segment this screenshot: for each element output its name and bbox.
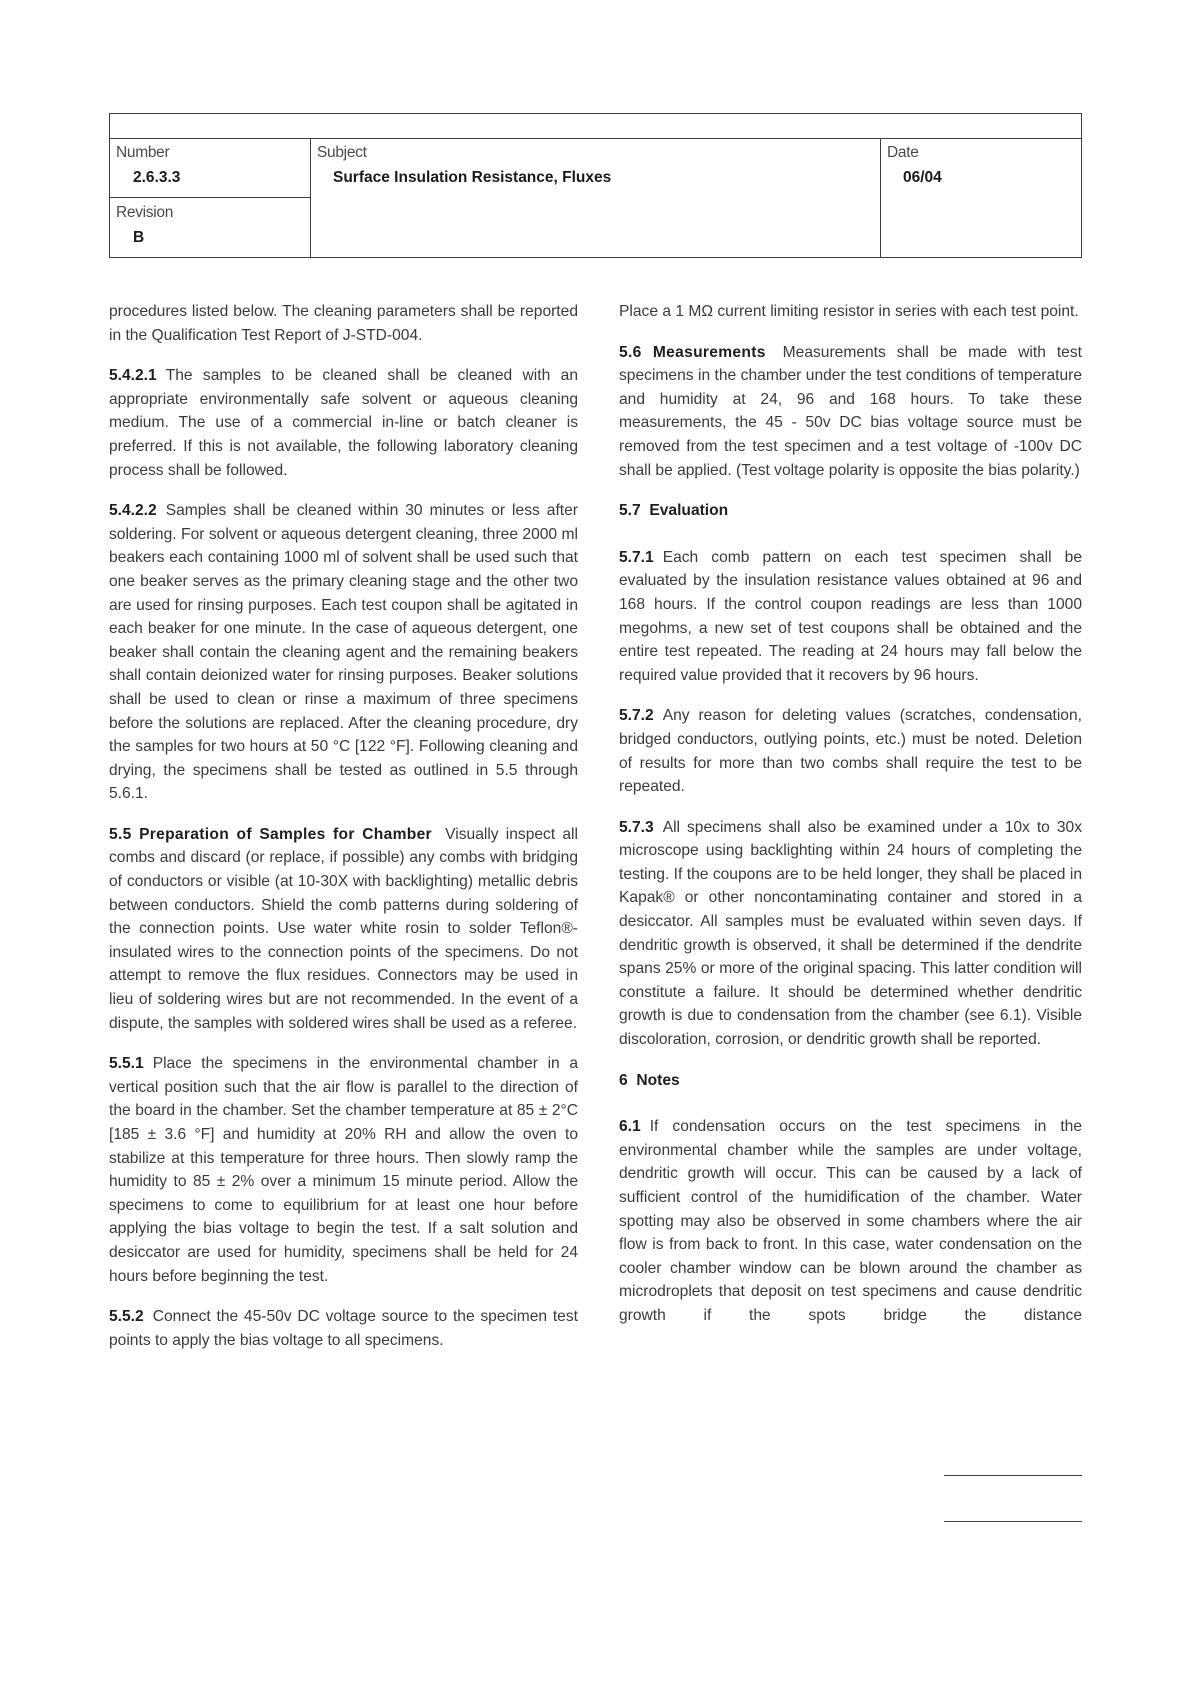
left-column bbox=[109, 300, 578, 1369]
footnote-rule-2 bbox=[944, 1521, 1082, 1522]
paragraph-5-5: 5.5 Preparation of Samples for Chamber Visually inspect all combs and discard (or replace, if possible) any combs with bridging of conductors or visible (at 10-30X with backlighting) metallic debris between conductors. Shield the comb patterns during soldering of the connection points. Use water white rosin to solder Teflon®-insulated wires to the connection points of the specimens. Do not attempt to remove the flux residues. Connectors may be used in lieu of soldering wires but are not recommended. In the event of a dispute, the samples with soldered wires shall be used as a referee. bbox=[109, 825, 578, 1032]
revision-label: Revision bbox=[116, 204, 174, 221]
paragraph-5-4-2-1: 5.4.2.1 The samples to be cleaned shall be cleaned with an appropriate environmentally safe solvent or aqueous cleaning medium. The use of a commercial in-line or batch cleaner is preferred. If this is not available, the following laboratory cleaning process shall be followed. bbox=[109, 367, 578, 479]
heading-5-7-evaluation: 5.7 Evaluation bbox=[619, 502, 729, 520]
paragraph-5-7-3: 5.7.3 All specimens shall also be examined under a 10x to 30x microscope using backlighting within 24 hours of completing the testing. If the coupons are to be held longer, they shall be placed in Kapak® or other noncontaminating container and stored in a desiccator. All samples must be evaluated within seven days. If dendritic growth is observed, it shall be determined if the dendrite spans 25% or more of the original spacing. This latter condition will constitute a failure. It should be determined whether dendritic growth is due to condensation from the chamber (see 6.1). Visible discoloration, corrosion, or dendritic growth shall be reported. bbox=[619, 818, 1082, 1049]
section-heading: 5.5 Preparation of Samples for Chamber bbox=[109, 825, 432, 843]
paragraph-continuation: procedures listed below. The cleaning parameters shall be reported in the Qualification Test Report of J-STD-004. bbox=[109, 303, 578, 344]
paragraph-5-5-1: 5.5.1 Place the specimens in the environmental chamber in a vertical position such that the air flow is parallel to the direction of the board in the chamber. Set the chamber temperature at 85 ± 2°C [185 ± 3.6 °F] and humidity at 20% RH and allow the oven to stabilize at this temperature for three hours. Then slowly ramp the humidity to 85 ± 2% over a minimum 15 minute period. Allow the specimens to come to equilibrium for at least one hour before applying the bias voltage to begin the test. If a salt solution and desiccator are used for humidity, specimens shall be held for 24 hours before beginning the test. bbox=[109, 1055, 578, 1285]
paragraph-5-6: 5.6 Measurements Measurements shall be made with test specimens in the chamber under the test conditions of temperature and humidity at 24, 96 and 168 hours. To take these measurements, the 45 - 50v DC bias voltage source must be removed from the test specimen and a test voltage of -100v DC shall be applied. (Test voltage polarity is opposite the bias polarity.) bbox=[619, 343, 1082, 479]
paragraph-6-1: 6.1 If condensation occurs on the test specimens in the environmental chamber while the samples are under voltage, dendritic growth will occur. This can be caused by a lack of sufficient control of the humidification of the chamber. Water spotting may also be observed in some chambers where the air flow is from back to front. In this case, water condensation on the cooler chamber window can be blown around the chamber as microdroplets that deposit on test specimens and cause dendritic growth if the spots bridge the distance bbox=[619, 1118, 1082, 1324]
document-header-table bbox=[109, 113, 1082, 258]
subject-cell bbox=[311, 138, 881, 257]
section-number: 5.5.1 bbox=[109, 1055, 144, 1073]
paragraph-5-5-2: 5.5.2 Connect the 45-50v DC voltage source to the specimen test points to apply the bias voltage to all specimens. bbox=[109, 1308, 578, 1349]
revision-cell bbox=[110, 198, 311, 257]
footnote-rule-1 bbox=[944, 1475, 1082, 1476]
date-cell bbox=[881, 138, 1081, 257]
number-value: 2.6.3.3 bbox=[133, 169, 181, 186]
section-number: 5.7.1 bbox=[619, 548, 654, 566]
section-heading: 5.6 Measurements bbox=[619, 343, 766, 361]
section-number: 5.4.2.1 bbox=[109, 367, 157, 385]
section-number: 5.7.3 bbox=[619, 818, 654, 836]
number-label: Number bbox=[116, 144, 170, 161]
paragraph-5-7-2: 5.7.2 Any reason for deleting values (scratches, condensation, bridged conductors, outlying points, etc.) must be noted. Deletion of results for more than two combs shall require the test to be repeated. bbox=[619, 707, 1082, 796]
header-top-band bbox=[110, 114, 1081, 139]
date-label: Date bbox=[887, 144, 919, 161]
date-value: 06/04 bbox=[903, 169, 942, 186]
right-column bbox=[619, 300, 1082, 1345]
section-number: 6.1 bbox=[619, 1118, 641, 1136]
paragraph-5-4-2-2: 5.4.2.2 Samples shall be cleaned within 30 minutes or less after soldering. For solvent or aqueous detergent cleaning, three 2000 ml beakers each containing 1000 ml of solvent shall be used such that one beaker serves as the primary cleaning stage and the other two are used for rinsing purposes. Each test coupon shall be agitated in each beaker for one minute. In the case of aqueous detergent, one beaker shall contain the cleaning agent and the remaining beakers shall contain deionized water for rinsing purposes. Beaker solutions shall be used to clean or rinse a maximum of three specimens before the solutions are replaced. After the cleaning procedure, dry the samples for two hours at 50 °C [122 °F]. Following cleaning and drying, the specimens shall be tested as outlined in 5.5 through 5.6.1. bbox=[109, 502, 578, 803]
section-number: 5.4.2.2 bbox=[109, 502, 157, 520]
heading-6-notes: 6 Notes bbox=[619, 1071, 680, 1089]
subject-value: Surface Insulation Resistance, Fluxes bbox=[333, 169, 612, 186]
paragraph-5-7-1: 5.7.1 Each comb pattern on each test specimen shall be evaluated by the insulation resistance values obtained at 96 and 168 hours. If the control coupon readings are less than 1000 megohms, a new set of test coupons shall be obtained and the entire test repeated. The reading at 24 hours may fall below the required value provided that it recovers by 96 hours. bbox=[619, 548, 1082, 684]
revision-value: B bbox=[133, 229, 145, 246]
number-cell bbox=[110, 138, 311, 198]
subject-label: Subject bbox=[317, 144, 367, 161]
section-number: 5.7.2 bbox=[619, 707, 654, 725]
paragraph-resistor: Place a 1 MΩ current limiting resistor in series with each test point. bbox=[619, 303, 1079, 320]
section-number: 5.5.2 bbox=[109, 1308, 144, 1326]
